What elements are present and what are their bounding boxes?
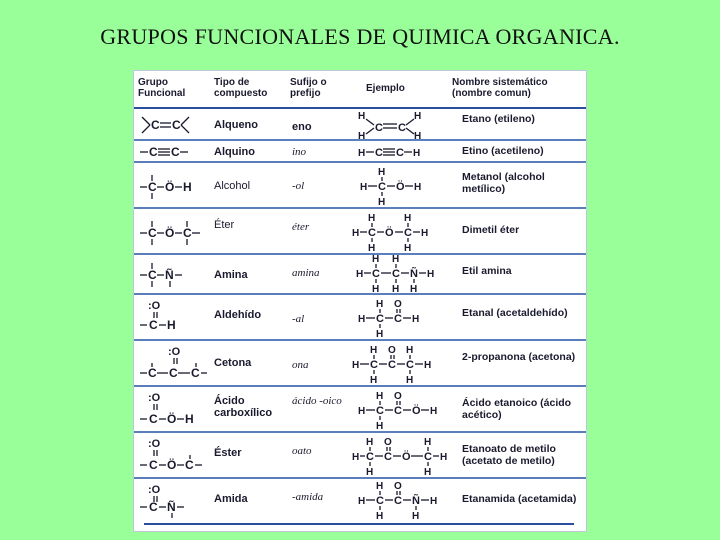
svg-text:H: H bbox=[360, 182, 368, 193]
header-suffix: Sufijo o prefijo bbox=[290, 77, 327, 99]
functional-groups-table bbox=[133, 70, 587, 532]
svg-text:H: H bbox=[376, 421, 384, 431]
functional-group-formula bbox=[138, 299, 208, 331]
svg-text:C: C bbox=[398, 122, 406, 134]
svg-text:Ö: Ö bbox=[165, 226, 175, 240]
svg-text::O: :O bbox=[148, 300, 161, 312]
svg-text:H: H bbox=[366, 467, 374, 477]
svg-text:C: C bbox=[148, 180, 157, 194]
functional-group-formula bbox=[138, 219, 208, 247]
svg-text:C: C bbox=[151, 118, 160, 132]
svg-text:H: H bbox=[356, 269, 364, 280]
svg-text:H: H bbox=[368, 243, 376, 253]
svg-text:C: C bbox=[396, 147, 404, 159]
systematic-name: Etanal (acetaldehído) bbox=[462, 307, 568, 319]
functional-group-formula bbox=[138, 144, 208, 160]
svg-text:H: H bbox=[358, 131, 366, 141]
svg-text:H: H bbox=[406, 375, 414, 385]
svg-text:H: H bbox=[414, 111, 422, 122]
svg-text:C: C bbox=[169, 366, 178, 380]
svg-text:Ñ: Ñ bbox=[167, 500, 176, 514]
suffix: oato bbox=[292, 445, 312, 457]
svg-text:H: H bbox=[376, 391, 384, 402]
svg-text:C: C bbox=[148, 226, 157, 240]
example-structure bbox=[352, 165, 448, 207]
suffix: -al bbox=[292, 313, 305, 325]
svg-text:O: O bbox=[394, 481, 402, 492]
compound-type: Alqueno bbox=[214, 119, 258, 131]
svg-text:Ñ: Ñ bbox=[410, 268, 418, 280]
example-structure bbox=[352, 389, 448, 431]
compound-type: Cetona bbox=[214, 357, 252, 369]
svg-text:H: H bbox=[358, 314, 366, 325]
svg-text:H: H bbox=[358, 496, 366, 507]
svg-text:O: O bbox=[394, 299, 402, 310]
svg-text:C: C bbox=[149, 412, 158, 426]
svg-text:H: H bbox=[413, 148, 421, 159]
svg-text:Ö: Ö bbox=[167, 412, 177, 426]
svg-text:H: H bbox=[376, 299, 384, 310]
systematic-name: Etanoato de metilo (acetato de metilo) bbox=[462, 443, 556, 467]
suffix: -ol bbox=[292, 180, 305, 192]
header-type: Tipo de compuesto bbox=[214, 77, 268, 99]
svg-text:C: C bbox=[375, 122, 383, 134]
svg-text::O: :O bbox=[148, 438, 161, 450]
svg-text:C: C bbox=[375, 147, 383, 159]
svg-text:H: H bbox=[372, 254, 380, 265]
example-structure bbox=[352, 144, 448, 160]
table-row bbox=[134, 161, 586, 209]
functional-group-formula bbox=[138, 113, 208, 137]
table-row bbox=[134, 339, 586, 387]
svg-text:Ö: Ö bbox=[402, 451, 411, 463]
svg-text:H: H bbox=[378, 167, 386, 178]
svg-text:C: C bbox=[424, 451, 432, 463]
svg-text:H: H bbox=[404, 213, 412, 224]
svg-text:H: H bbox=[358, 406, 366, 417]
table-header bbox=[134, 71, 586, 107]
svg-text:Ö: Ö bbox=[385, 227, 394, 239]
svg-text:H: H bbox=[378, 197, 386, 207]
svg-text:C: C bbox=[404, 227, 412, 239]
suffix: ácido -oico bbox=[292, 395, 342, 407]
example-structure bbox=[352, 211, 448, 253]
svg-text:C: C bbox=[394, 313, 402, 325]
svg-text:C: C bbox=[376, 495, 384, 507]
svg-text:H: H bbox=[392, 284, 400, 295]
compound-type: Amina bbox=[214, 269, 248, 281]
table-row bbox=[134, 107, 586, 141]
svg-text:C: C bbox=[191, 366, 200, 380]
svg-text:H: H bbox=[370, 345, 378, 356]
svg-text:H: H bbox=[358, 111, 366, 122]
table-row bbox=[134, 253, 586, 295]
systematic-name: Dimetil éter bbox=[462, 224, 520, 236]
svg-text:C: C bbox=[392, 268, 400, 280]
table-row bbox=[134, 477, 586, 525]
header-name: Nombre sistemático (nombre comun) bbox=[452, 77, 548, 99]
table-row bbox=[134, 293, 586, 341]
compound-type: Ácido carboxílico bbox=[214, 395, 273, 419]
compound-type: Alcohol bbox=[214, 180, 251, 192]
svg-text:H: H bbox=[440, 452, 448, 463]
svg-text:Ö: Ö bbox=[167, 458, 177, 472]
systematic-name: Ácido etanoico (ácido acético) bbox=[462, 397, 572, 421]
table-row bbox=[134, 431, 586, 479]
svg-text:H: H bbox=[392, 254, 400, 265]
example-structure bbox=[352, 343, 448, 385]
svg-text:C: C bbox=[406, 359, 414, 371]
svg-text:O: O bbox=[394, 391, 402, 402]
svg-text:H: H bbox=[368, 213, 376, 224]
systematic-name: Metanol (alcohol metílico) bbox=[462, 171, 545, 195]
svg-text:H: H bbox=[424, 437, 432, 448]
example-structure bbox=[352, 435, 448, 477]
systematic-name: Etanamida (acetamida) bbox=[462, 493, 577, 505]
svg-text:C: C bbox=[149, 318, 158, 331]
header-example: Ejemplo bbox=[366, 83, 405, 94]
svg-text:C: C bbox=[376, 405, 384, 417]
svg-text:C: C bbox=[376, 313, 384, 325]
svg-text:C: C bbox=[149, 145, 158, 159]
compound-type: Amida bbox=[214, 493, 248, 505]
functional-group-formula bbox=[138, 391, 208, 427]
functional-group-formula bbox=[138, 261, 208, 289]
suffix: ona bbox=[292, 359, 309, 371]
svg-text:H: H bbox=[358, 148, 366, 159]
svg-text:O: O bbox=[388, 345, 396, 356]
svg-text:H: H bbox=[427, 269, 435, 280]
table-row bbox=[134, 207, 586, 255]
systematic-name: Etil amina bbox=[462, 265, 512, 277]
svg-text:C: C bbox=[378, 181, 386, 193]
functional-group-formula bbox=[138, 173, 208, 201]
suffix: éter bbox=[292, 221, 310, 233]
svg-text::O: :O bbox=[148, 484, 161, 496]
compound-type: Aldehído bbox=[214, 309, 262, 321]
svg-text:C: C bbox=[149, 500, 158, 514]
svg-text:Ö: Ö bbox=[412, 405, 421, 417]
svg-text:H: H bbox=[424, 467, 432, 477]
svg-text:H: H bbox=[185, 412, 194, 426]
svg-text:C: C bbox=[368, 227, 376, 239]
svg-text:H: H bbox=[183, 180, 192, 194]
systematic-name: Etino (acetileno) bbox=[462, 145, 544, 157]
page-title: GRUPOS FUNCIONALES DE QUIMICA ORGANICA. bbox=[100, 24, 620, 49]
svg-text:H: H bbox=[376, 511, 384, 522]
table-bottom-rule bbox=[144, 523, 574, 525]
functional-group-formula bbox=[138, 437, 208, 473]
svg-text::O: :O bbox=[168, 346, 181, 358]
suffix: amina bbox=[292, 267, 320, 279]
svg-text:C: C bbox=[394, 495, 402, 507]
functional-group-formula bbox=[138, 345, 208, 381]
svg-text:H: H bbox=[421, 228, 429, 239]
svg-text:O: O bbox=[384, 437, 392, 448]
svg-text:C: C bbox=[185, 458, 194, 472]
svg-text:H: H bbox=[412, 314, 420, 325]
example-structure bbox=[352, 479, 448, 523]
svg-text:H: H bbox=[370, 375, 378, 385]
svg-text::O: :O bbox=[148, 392, 161, 404]
svg-text:H: H bbox=[412, 511, 420, 522]
svg-text:H: H bbox=[404, 243, 412, 253]
svg-text:H: H bbox=[430, 496, 438, 507]
svg-text:H: H bbox=[167, 318, 176, 331]
svg-text:C: C bbox=[384, 451, 392, 463]
header-group: Grupo Funcional bbox=[138, 77, 186, 99]
compound-type: Alquino bbox=[214, 146, 255, 158]
systematic-name: Etano (etileno) bbox=[462, 113, 535, 125]
svg-text:H: H bbox=[352, 452, 360, 463]
svg-text:Ñ: Ñ bbox=[412, 495, 420, 507]
svg-text:H: H bbox=[376, 329, 384, 339]
systematic-name: 2-propanona (acetona) bbox=[462, 351, 576, 363]
compound-type: Éter bbox=[214, 219, 235, 231]
example-structure bbox=[352, 109, 448, 141]
svg-text:C: C bbox=[388, 359, 396, 371]
svg-text:C: C bbox=[394, 405, 402, 417]
svg-text:H: H bbox=[366, 437, 374, 448]
svg-text:C: C bbox=[370, 359, 378, 371]
svg-text:C: C bbox=[148, 268, 157, 282]
suffix: eno bbox=[292, 121, 312, 133]
svg-text:C: C bbox=[148, 366, 157, 380]
svg-text:H: H bbox=[376, 481, 384, 492]
svg-text:H: H bbox=[410, 284, 418, 295]
table-row bbox=[134, 385, 586, 433]
svg-text:C: C bbox=[171, 145, 180, 159]
suffix: ino bbox=[292, 146, 307, 158]
svg-text:H: H bbox=[414, 182, 422, 193]
svg-text:H: H bbox=[406, 345, 414, 356]
functional-group-formula bbox=[138, 483, 208, 519]
svg-text:H: H bbox=[424, 360, 432, 371]
example-structure bbox=[352, 252, 448, 296]
svg-text:H: H bbox=[372, 284, 380, 295]
svg-text:H: H bbox=[352, 228, 360, 239]
svg-text:C: C bbox=[172, 118, 181, 132]
svg-text:Ö: Ö bbox=[396, 181, 405, 193]
svg-text:C: C bbox=[372, 268, 380, 280]
svg-text:C: C bbox=[149, 458, 158, 472]
svg-text:C: C bbox=[183, 226, 192, 240]
svg-text:Ö: Ö bbox=[165, 180, 175, 194]
table-row bbox=[134, 139, 586, 163]
example-structure bbox=[352, 297, 448, 339]
svg-text:C: C bbox=[366, 451, 374, 463]
svg-text:H: H bbox=[430, 406, 438, 417]
svg-text:H: H bbox=[414, 131, 422, 141]
compound-type: Éster bbox=[214, 447, 242, 459]
svg-text:H: H bbox=[352, 360, 360, 371]
svg-text:Ñ: Ñ bbox=[165, 268, 174, 282]
suffix: -amida bbox=[292, 491, 324, 503]
